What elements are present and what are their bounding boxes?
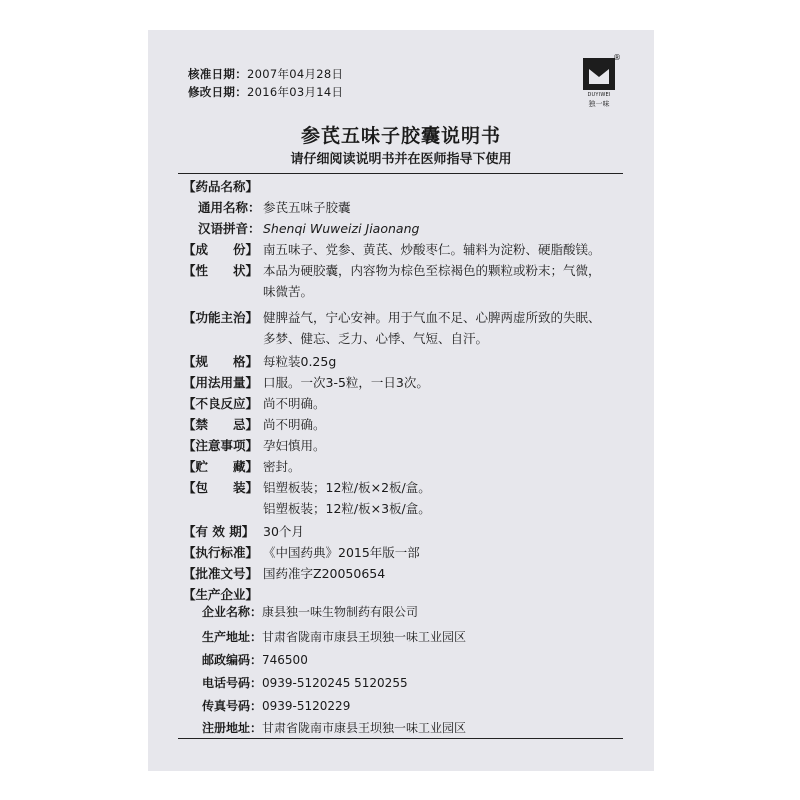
section-text: 《中国药典》2015年版一部 bbox=[263, 545, 420, 560]
section-text: 健脾益气，宁心安神。用于气血不足、心脾两虚所致的失眠、 bbox=[263, 310, 601, 325]
info-value: 康县独一味生物制药有限公司 bbox=[262, 605, 419, 619]
info-label: 企业名称： bbox=[202, 605, 263, 619]
section-text: 尚不明确。 bbox=[263, 417, 326, 432]
registered-mark: ® bbox=[613, 53, 621, 62]
company-name-row bbox=[202, 603, 418, 620]
approval-date bbox=[188, 66, 343, 82]
section-label: 【不良反应】 bbox=[183, 396, 259, 411]
section-label: 【规 格】 bbox=[183, 354, 259, 369]
section-label: 【包 装】 bbox=[183, 480, 259, 495]
info-label: 生产地址： bbox=[202, 630, 263, 644]
logo-name-text: 独一味 bbox=[588, 100, 610, 108]
drug-name-label: 【药品名称】 bbox=[183, 179, 259, 194]
section-label: 【性 状】 bbox=[183, 263, 259, 278]
revision-date bbox=[188, 84, 343, 100]
logo-mark-icon bbox=[582, 57, 616, 91]
manufacturer-label: 【生产企业】 bbox=[183, 587, 259, 602]
document-title: 参芪五味子胶囊说明书 bbox=[300, 125, 501, 147]
production-address-row bbox=[202, 628, 466, 645]
section-text: 味微苦。 bbox=[263, 284, 314, 299]
section-label: 【功能主治】 bbox=[183, 310, 259, 325]
info-label: 电话号码： bbox=[202, 676, 263, 690]
info-label: 传真号码： bbox=[202, 699, 263, 713]
document-subtitle: 请仔细阅读说明书并在医师指导下使用 bbox=[290, 152, 512, 167]
section-text: 30个月 bbox=[263, 524, 304, 539]
section-text: 每粒装0.25g bbox=[263, 354, 337, 369]
bottom-divider bbox=[178, 738, 623, 739]
info-value: 甘肃省陇南市康县王坝独一味工业园区 bbox=[262, 721, 467, 735]
section-text: 铝塑板装；12粒/板×2板/盒。 bbox=[263, 480, 431, 495]
common-name-label: 通用名称： bbox=[198, 200, 261, 215]
section-label: 【用法用量】 bbox=[183, 375, 259, 390]
approval-date-value: 2007年04月28日 bbox=[247, 67, 344, 81]
top-divider bbox=[178, 173, 623, 174]
section-text: 密封。 bbox=[263, 459, 301, 474]
postal-code-row bbox=[202, 651, 308, 668]
pinyin-value: Shenqi Wuweizi Jiaonang bbox=[263, 221, 420, 236]
brand-logo bbox=[579, 55, 619, 107]
common-name-value: 参芪五味子胶囊 bbox=[263, 200, 351, 215]
section-text: 孕妇慎用。 bbox=[263, 438, 326, 453]
info-label: 注册地址： bbox=[202, 721, 263, 735]
revision-date-label: 修改日期： bbox=[188, 85, 247, 99]
leaflet-sheet bbox=[148, 30, 654, 771]
info-value: 0939-5120229 bbox=[262, 699, 351, 713]
section-label: 【批准文号】 bbox=[183, 566, 259, 581]
section-label: 【执行标准】 bbox=[183, 545, 259, 560]
info-value: 0939-5120245 5120255 bbox=[262, 676, 408, 690]
section-label: 【贮 藏】 bbox=[183, 459, 259, 474]
info-label: 邮政编码： bbox=[202, 653, 263, 667]
registered-address-row bbox=[202, 719, 466, 736]
section-label: 【注意事项】 bbox=[183, 438, 259, 453]
section-label: 【禁 忌】 bbox=[183, 417, 259, 432]
section-label: 【成 份】 bbox=[183, 242, 259, 257]
section-text: 本品为硬胶囊，内容物为棕色至棕褐色的颗粒或粉末；气微， bbox=[263, 263, 601, 278]
phone-row bbox=[202, 674, 408, 691]
revision-date-value: 2016年03月14日 bbox=[247, 85, 344, 99]
section-text: 口服。一次3-5粒，一日3次。 bbox=[263, 375, 429, 390]
section-text: 尚不明确。 bbox=[263, 396, 326, 411]
section-text: 南五味子、党参、黄芪、炒酸枣仁。辅料为淀粉、硬脂酸镁。 bbox=[263, 242, 601, 257]
info-value: 甘肃省陇南市康县王坝独一味工业园区 bbox=[262, 630, 467, 644]
logo-brand-text: DUYIWEI bbox=[587, 92, 611, 98]
section-text: 国药准字Z20050654 bbox=[263, 566, 386, 581]
section-label: 【有 效 期】 bbox=[183, 524, 255, 539]
fax-row bbox=[202, 697, 350, 714]
section-text: 铝塑板装；12粒/板×3板/盒。 bbox=[263, 501, 431, 516]
section-text: 多梦、健忘、乏力、心悸、气短、自汗。 bbox=[263, 331, 489, 346]
pinyin-label: 汉语拼音： bbox=[198, 221, 261, 236]
approval-date-label: 核准日期： bbox=[188, 67, 247, 81]
info-value: 746500 bbox=[262, 653, 308, 667]
